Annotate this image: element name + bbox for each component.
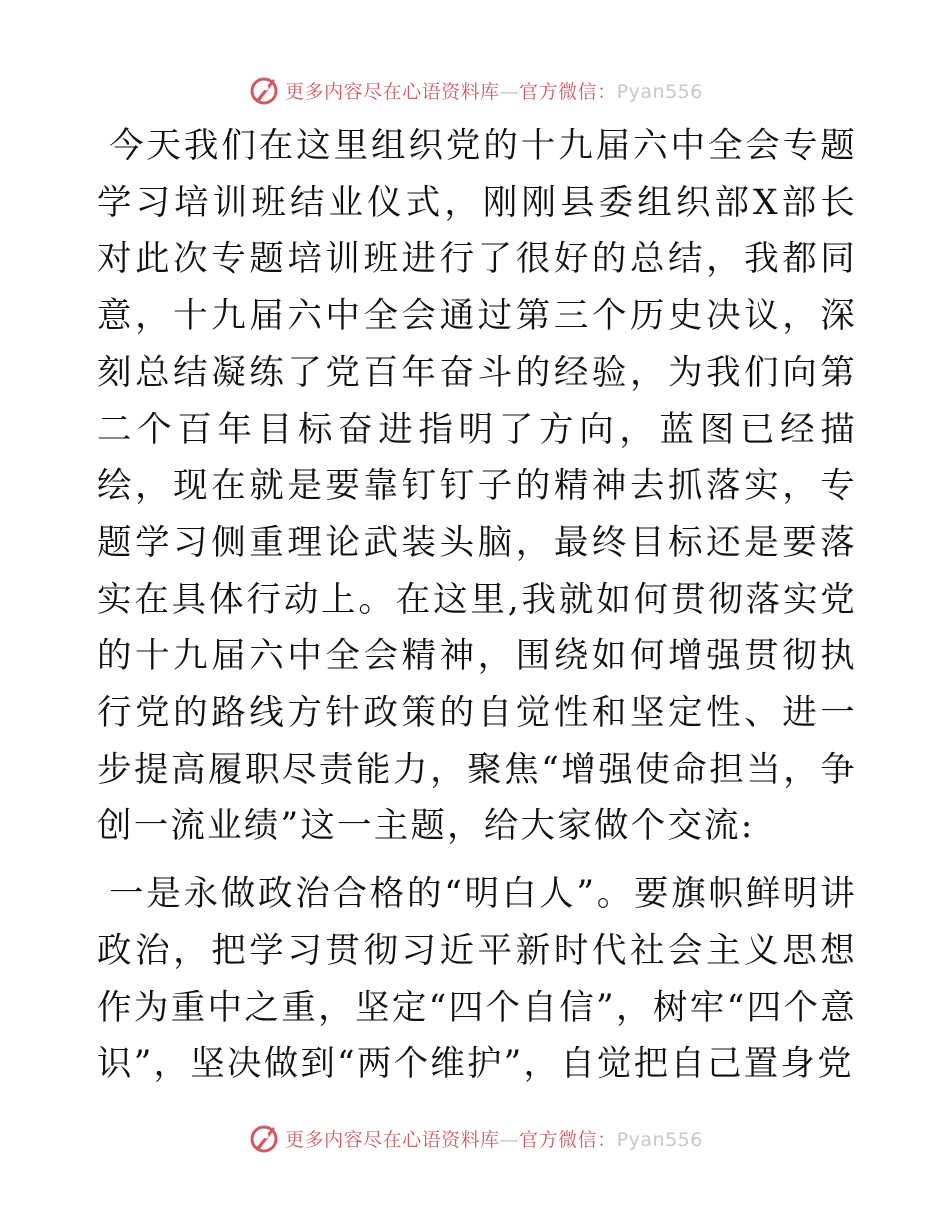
watermark-promo: 更多内容尽在心语资料库 (285, 1128, 500, 1151)
watermark-text (285, 1125, 703, 1152)
watermark-handle: Pyan556 (616, 80, 703, 103)
watermark-separator: — (499, 80, 520, 103)
document-body (97, 118, 857, 1093)
body-paragraph-1: 今天我们在这里组织党的十九届六中全会专题学习培训班结业仪式，刚刚县委组织部X部长对此次专题培训班进行了很好的总结，我都同意，十九届六中全会通过第三个历史决议，深刻总结凝练了党百年奋斗的经验，为我们向第二个百年目标奋进指明了方向，蓝图已经描绘，现在就是要靠钉钉子的精神去抓落实，专题学习侧重理论武装头脑，最终目标还是要落实在具体行动上。在这里,我就如何贯彻落实党的十九届六中全会精神，围绕如何增强贯彻执行党的路线方针政策的自觉性和坚定性、进一步提高履职尽责能力，聚焦“增强使命担当，争创一流业绩”这一主题，给大家做个交流: (97, 126, 857, 847)
watermark-promo: 更多内容尽在心语资料库 (285, 80, 500, 103)
watermark-handle: Pyan556 (616, 1128, 703, 1151)
watermark-text (285, 77, 703, 104)
watermark-account: 官方微信： (519, 80, 617, 103)
quill-pen-logo-icon (247, 73, 281, 107)
quill-pen-logo-icon (247, 1121, 281, 1155)
footer-watermark-banner (0, 1118, 950, 1158)
header-watermark-banner (0, 70, 950, 110)
watermark-separator: — (499, 1128, 520, 1151)
body-paragraph-2: 一是永做政治合格的“明白人”。要旗帜鲜明讲政治，把学习贯彻习近平新时代社会主义思想作为重中之重，坚定“四个自信”，树牢“四个意识”，坚决做到“两个维护”，自觉把自己置身党 (97, 874, 857, 1085)
watermark-account: 官方微信： (519, 1128, 617, 1151)
